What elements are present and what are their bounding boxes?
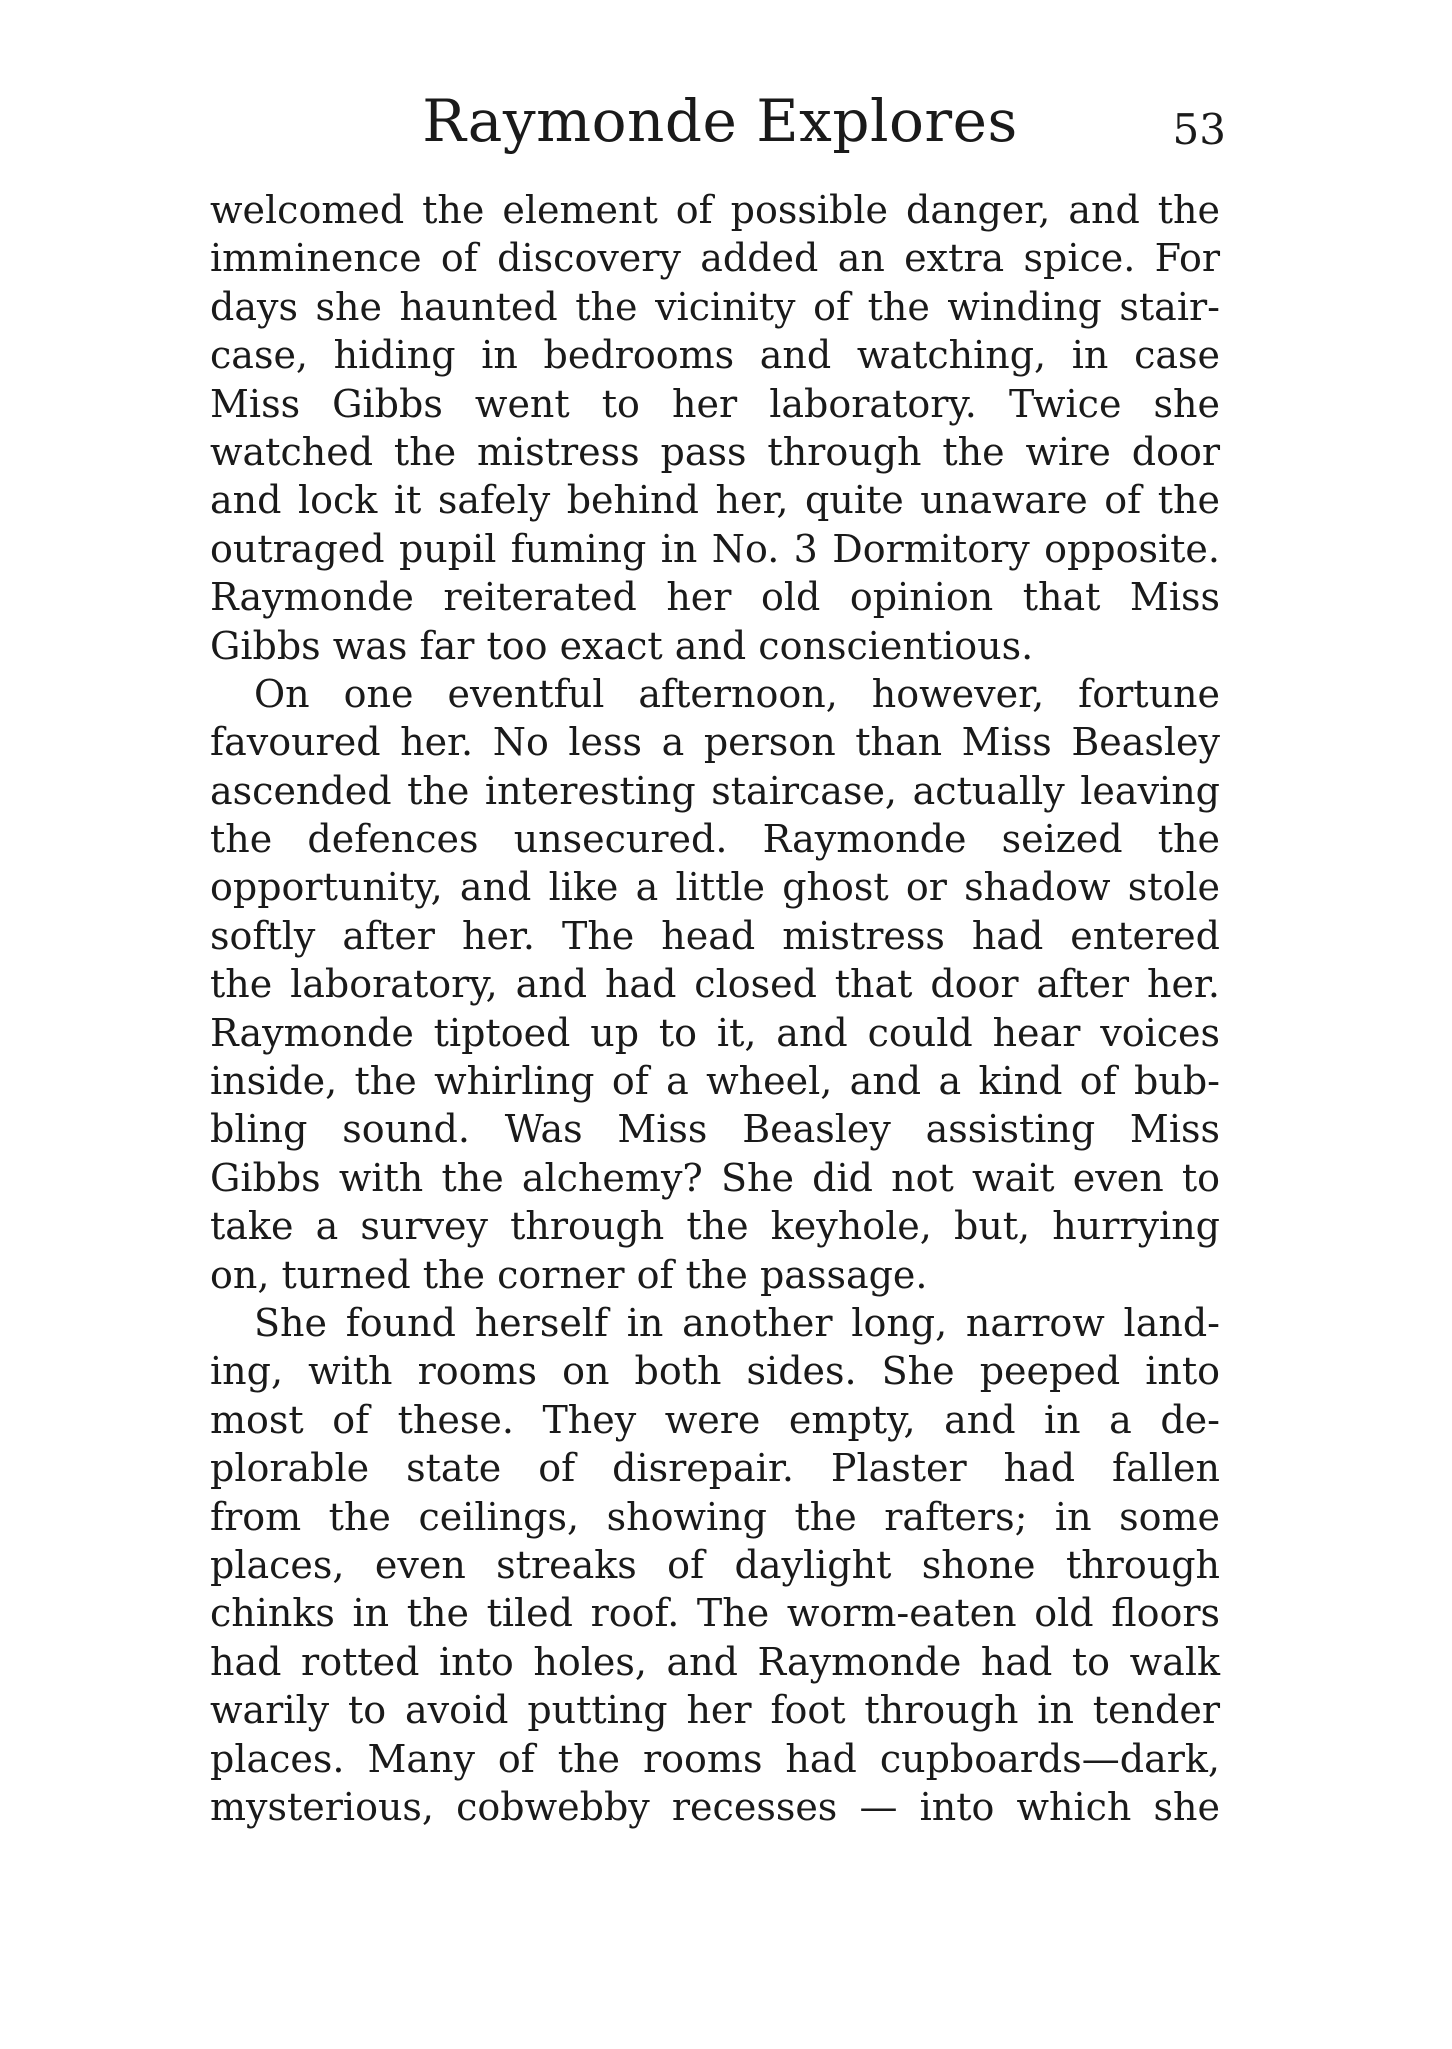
body-text — [210, 186, 1220, 1831]
running-head — [210, 86, 1230, 156]
text-line: chinks in the tiled roof. The worm-eaten old floors — [210, 1591, 1220, 1636]
text-line: plorable state of disrepair. Plaster had fallen — [210, 1446, 1220, 1491]
paragraph — [210, 670, 1220, 1299]
text-line: places. Many of the rooms had cupboards—dark, — [210, 1736, 1220, 1781]
text-line: softly after her. The head mistress had entered — [210, 913, 1220, 958]
text-line: outraged pupil fuming in No. 3 Dormitory opposite. — [210, 526, 1220, 571]
text-line: imminence of discovery added an extra spice. For — [210, 236, 1220, 281]
text-line: inside, the whirling of a wheel, and a kind of bub- — [210, 1059, 1220, 1104]
text-line: opportunity, and like a little ghost or shadow stole — [210, 865, 1220, 910]
text-line: favoured her. No less a person than Miss Beasley — [210, 720, 1220, 765]
text-line: had rotted into holes, and Raymonde had to walk — [210, 1639, 1220, 1684]
text-line: most of these. They were empty, and in a de- — [210, 1397, 1220, 1442]
text-line: the defences unsecured. Raymonde seized the — [210, 817, 1220, 862]
text-line: places, even streaks of daylight shone through — [210, 1542, 1220, 1587]
text-line: Raymonde tiptoed up to it, and could hear voices — [210, 1010, 1220, 1055]
text-line: She found herself in another long, narrow land- — [254, 1300, 1220, 1345]
text-line: Gibbs with the alchemy? She did not wait even to — [210, 1155, 1220, 1200]
text-line: and lock it safely behind her, quite unaware of the — [210, 478, 1220, 523]
text-line: bling sound. Was Miss Beasley assisting Miss — [210, 1107, 1220, 1152]
text-line: from the ceilings, showing the rafters; in some — [210, 1494, 1220, 1539]
paragraph — [210, 1299, 1220, 1831]
text-line: mysterious, cobwebby recesses — into which she — [210, 1784, 1220, 1829]
text-line: On one eventful afternoon, however, fortune — [254, 671, 1220, 716]
text-line: ing, with rooms on both sides. She peeped into — [210, 1349, 1220, 1394]
text-line: warily to avoid putting her foot through in tender — [210, 1688, 1220, 1733]
text-line: Gibbs was far too exact and conscientious. — [210, 623, 1034, 668]
paragraph — [210, 186, 1220, 670]
text-line: days she haunted the vicinity of the winding stair- — [210, 284, 1220, 329]
text-line: the laboratory, and had closed that door after her. — [210, 962, 1220, 1007]
text-line: watched the mistress pass through the wire door — [210, 429, 1220, 474]
text-line: Raymonde reiterated her old opinion that Miss — [210, 575, 1220, 620]
text-line: on, turned the corner of the passage. — [210, 1252, 928, 1297]
text-line: ascended the interesting staircase, actually leaving — [210, 768, 1220, 813]
text-line: case, hiding in bedrooms and watching, in case — [210, 333, 1220, 378]
running-title: Raymonde Explores — [422, 87, 1018, 155]
page-number: 53 — [1172, 105, 1226, 154]
text-line: welcomed the element of possible danger, and the — [210, 188, 1220, 232]
text-line: Miss Gibbs went to her laboratory. Twice she — [210, 381, 1220, 426]
text-line: take a survey through the keyhole, but, hurrying — [210, 1204, 1220, 1249]
